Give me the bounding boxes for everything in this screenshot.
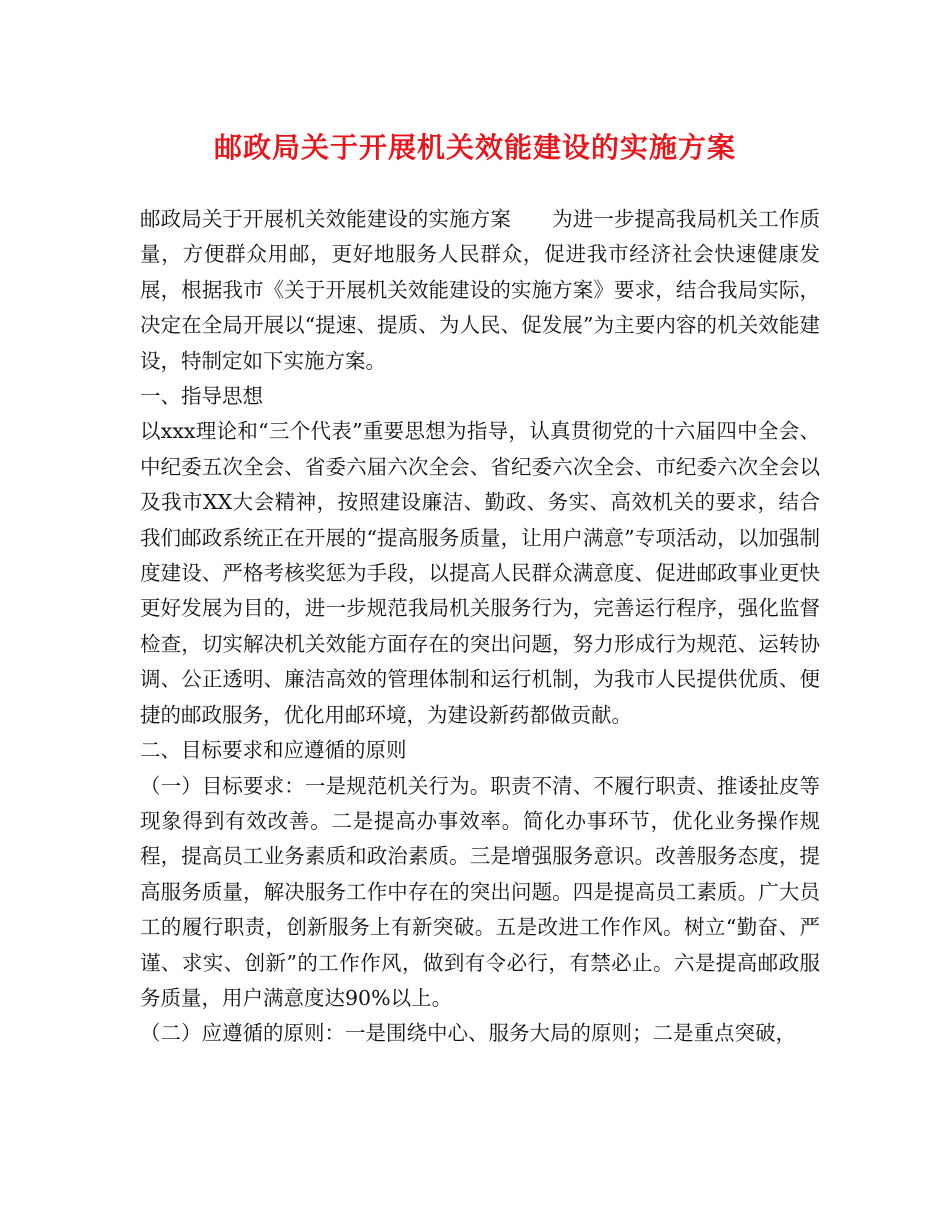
section-heading-guiding-ideology: 一、指导思想 bbox=[140, 384, 263, 409]
section-heading-goals-principles: 二、目标要求和应遵循的原则 bbox=[140, 738, 407, 763]
document-body bbox=[140, 202, 820, 1052]
guiding-ideology-paragraph: 以xxx理论和“三个代表”重要思想为指导，认真贯彻党的十六届四中全会、中纪委五次全会、省委六届六次全会、省纪委六次全会、市纪委六次全会以及我市XX大会精神，按照建设廉洁、勤政、务实、高效机关的要求，结合我们邮政系统正在开展的“提高服务质量，让用户满意”专项活动，以加强制度建设、严格考核奖惩为手段，以提高人民群众满意度、促进邮政事业更快更好发展为目的，进一步规范我局机关服务行为，完善运行程序，强化监督检查，切实解决机关效能方面存在的突出问题，努力形成行为规范、运转协调、公正透明、廉洁高效的管理体制和运行机制，为我市人民提供优质、便捷的邮政服务，优化用邮环境，为建设新药都做贡献。 bbox=[140, 419, 820, 727]
document-title: 邮政局关于开展机关效能建设的实施方案 bbox=[213, 131, 736, 164]
intro-paragraph: 邮政局关于开展机关效能建设的实施方案 为进一步提高我局机关工作质量，方便群众用邮，更好地服务人民群众，促进我市经济社会快速健康发展，根据我市《关于开展机关效能建设的实施方案》要求，结合我局实际，决定在全局开展以“提速、提质、为人民、促发展”为主要内容的机关效能建设，特制定如下实施方案。 bbox=[140, 207, 820, 373]
principles-paragraph: （二）应遵循的原则：一是围绕中心、服务大局的原则；二是重点突破， bbox=[140, 1021, 796, 1046]
goals-paragraph: （一）目标要求：一是规范机关行为。职责不清、不履行职责、推诿扯皮等现象得到有效改善。二是提高办事效率。简化办事环节，优化业务操作规程，提高员工业务素质和政治素质。三是增强服务意识。改善服务态度，提高服务质量，解决服务工作中存在的突出问题。四是提高员工素质。广大员工的履行职责，创新服务上有新突破。五是改进工作作风。树立“勤奋、严谨、求实、创新”的工作作风，做到有令必行，有禁必止。六是提高邮政服务质量，用户满意度达90%以上。 bbox=[140, 773, 820, 1010]
